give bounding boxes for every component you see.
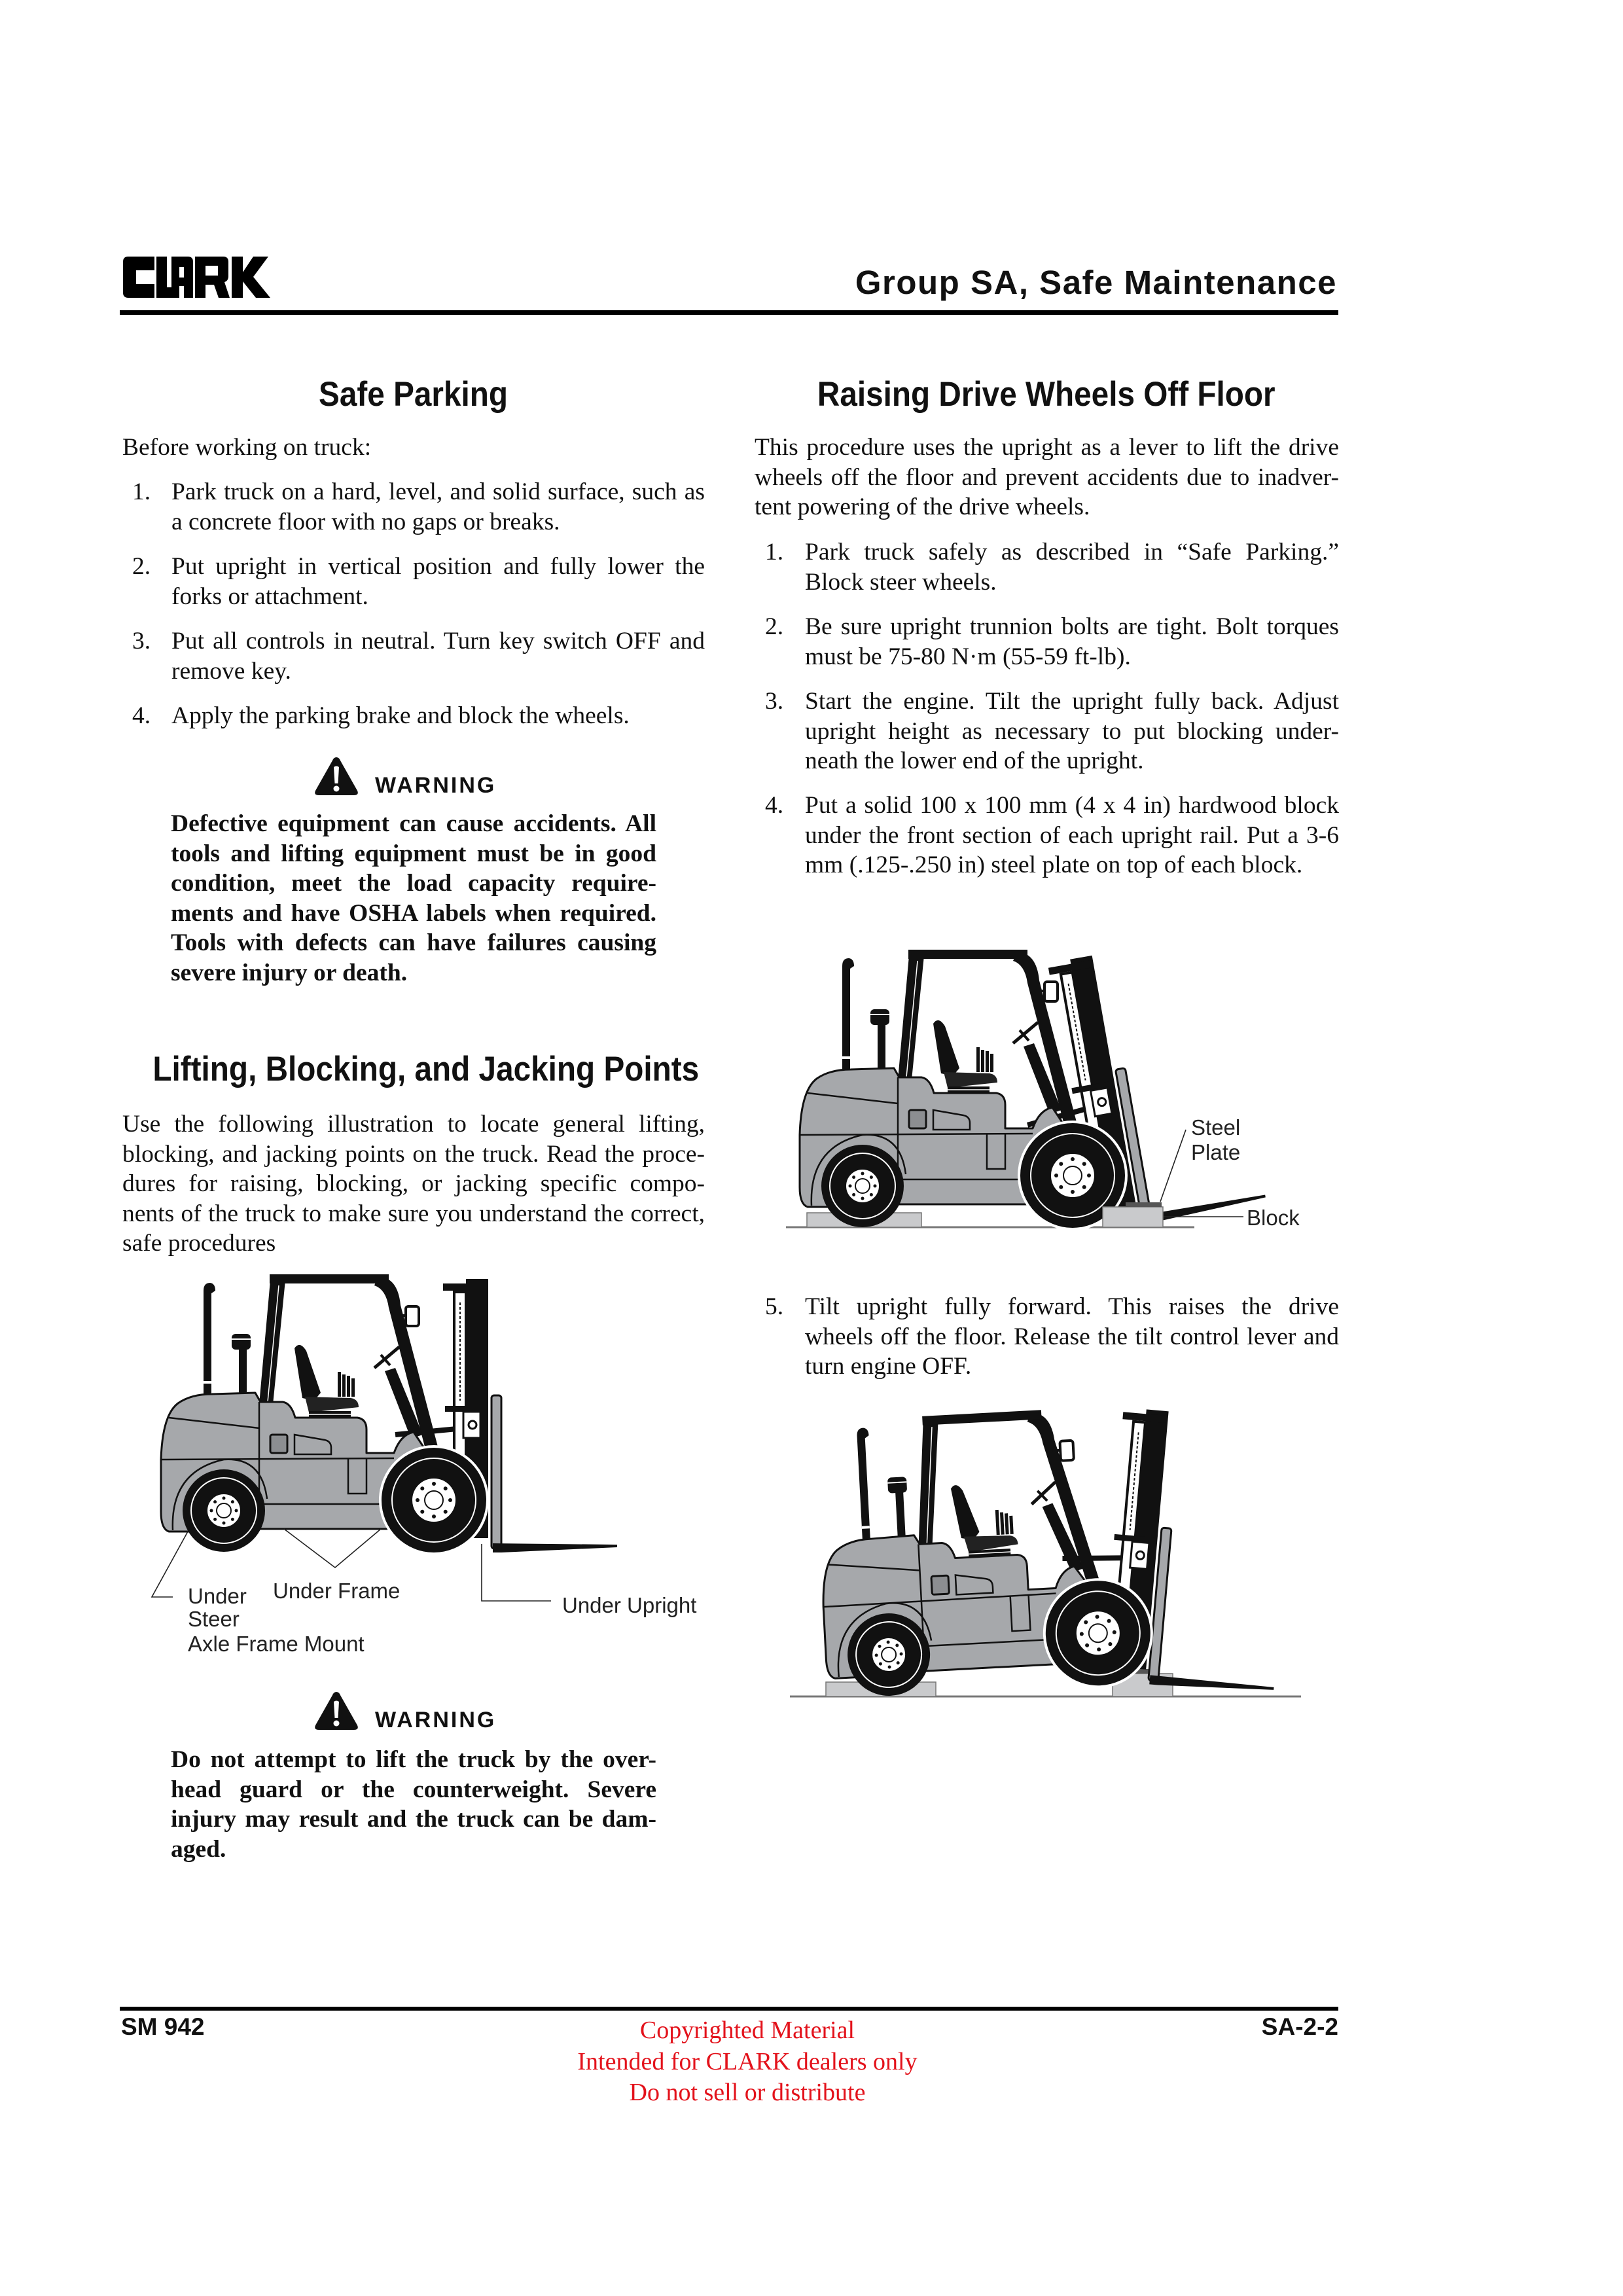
label-plate: Plate: [1191, 1140, 1241, 1164]
text-line: Park truck safely as described in “Safe Parking.”: [805, 539, 1339, 565]
warning-icon: [314, 1691, 359, 1731]
text-line: ments and have OSHA labels when required.: [171, 899, 656, 927]
text-line: head guard or the counterweight. Severe: [171, 1776, 656, 1803]
item-number: 3.: [132, 628, 151, 655]
text-line: Park truck on a hard, level, and solid surface, such as: [171, 478, 705, 505]
copyright-notice: [551, 2015, 944, 2109]
text-line: injury may result and the truck can be dam-: [171, 1806, 656, 1833]
text-line: severe injury or death.: [171, 959, 408, 986]
notice-line: Copyrighted Material: [639, 2017, 855, 2044]
leader-under-steer: [152, 1532, 188, 1597]
label-under: Under: [188, 1584, 247, 1608]
page-number: SA-2-2: [1261, 2013, 1338, 2040]
forklift-illustration: [772, 929, 1309, 1230]
label-steer: Steer: [188, 1607, 240, 1631]
text-line: Tools with defects can have failures causing: [171, 929, 656, 956]
text-line: Be sure upright trunnion bolts are tight. Bolt torques: [805, 613, 1339, 640]
item-number: 3.: [765, 688, 784, 715]
list-item: [755, 687, 1339, 776]
text-line: tent powering of the drive wheels.: [755, 493, 1090, 520]
text-line: Put upright in vertical position and fully lower the: [171, 553, 705, 580]
text-line: mm (.125-.250 in) steel plate on top of each block.: [805, 852, 1303, 878]
list-item: [755, 612, 1339, 672]
raising-intro: [755, 433, 1339, 522]
text-line: Block steer wheels.: [805, 568, 997, 596]
list-item: [122, 552, 705, 611]
item-number: 2.: [765, 613, 784, 640]
forklift-illustration: [772, 1407, 1309, 1715]
heading-text: Safe Parking: [319, 375, 508, 414]
text-line: Start the engine. Tilt the upright fully back. Adjust: [805, 688, 1339, 715]
text-line: nents of the truck to make sure you understand the correct,: [122, 1200, 705, 1227]
hardwood-block: [1103, 1207, 1163, 1227]
label-under-frame: Under Frame: [273, 1579, 401, 1603]
list-item: [122, 477, 705, 537]
text-line: under the front section of each upright rail. Put a 3-6: [805, 821, 1339, 849]
item-number: 1.: [765, 539, 784, 565]
text-line: condition, meet the load capacity require-: [171, 870, 656, 897]
notice-line: Do not sell or distribute: [629, 2079, 866, 2106]
item-number: 2.: [132, 553, 151, 580]
header-rule: [120, 310, 1338, 315]
item-number: 4.: [765, 792, 784, 819]
text-line: Tilt upright fully forward. This raises the drive: [805, 1293, 1339, 1320]
text-line: dures for raising, blocking, or jacking specific compo-: [122, 1170, 705, 1197]
warning-icon: [314, 756, 359, 797]
text-line: Defective equipment can cause accidents. All: [171, 810, 656, 837]
text-line: must be 75-80 N·m (55-59 ft-lb).: [805, 643, 1131, 670]
list-item: [755, 537, 1339, 597]
text-line: This procedure uses the upright as a lever to lift the drive: [755, 434, 1339, 461]
list-item: [755, 1292, 1339, 1382]
forklift-body-raised: [813, 1405, 1156, 1702]
text-line: remove key.: [171, 657, 291, 685]
label-block: Block: [1247, 1206, 1300, 1230]
text-line: wheels off the floor and prevent accidents due to inadver-: [755, 463, 1339, 491]
steel-plate: [1126, 1202, 1162, 1207]
text-line: turn engine OFF.: [805, 1353, 972, 1380]
text-line: a concrete floor with no gaps or breaks.: [171, 508, 560, 535]
warning-label: WARNING: [375, 773, 497, 798]
label-axle-frame-mount: Axle Frame Mount: [188, 1632, 365, 1656]
label-steel: Steel: [1191, 1115, 1241, 1139]
section-heading-lifting-points: [122, 1050, 705, 1089]
safe-parking-intro: [122, 433, 705, 463]
warning-text: [171, 1745, 656, 1864]
list-item: [122, 701, 705, 731]
item-number: 4.: [132, 702, 151, 729]
list-item: [755, 791, 1339, 880]
page-title: Group SA, Safe Maintenance: [855, 264, 1337, 301]
text-line: Put all controls in neutral. Turn key switch OFF and: [171, 628, 705, 655]
heading-text: Raising Drive Wheels Off Floor: [817, 375, 1275, 414]
forklift-body: [161, 1274, 489, 1555]
text-line: upright height as necessary to put blocking under-: [805, 717, 1339, 745]
warning-label: WARNING: [375, 1708, 497, 1732]
text-line: aged.: [171, 1835, 226, 1863]
section-heading-safe-parking: [122, 375, 705, 414]
leader-under-upright: [482, 1544, 551, 1601]
text-line: Do not attempt to lift the truck by the over-: [171, 1746, 656, 1773]
text-line: neath the lower end of the upright.: [805, 747, 1144, 774]
text-line: Use the following illustration to locate general lifting,: [122, 1111, 705, 1138]
figure-blocking-upright: [772, 929, 1309, 1230]
text-line: Apply the parking brake and block the wheels.: [171, 702, 630, 729]
list-item: [122, 626, 705, 686]
document-number: SM 942: [121, 2013, 205, 2040]
heading-text: Lifting, Blocking, and Jacking Points: [152, 1050, 700, 1088]
item-number: 1.: [132, 478, 151, 505]
figure-drive-wheels-raised: [772, 1407, 1309, 1715]
text-line: safe procedures: [122, 1230, 276, 1257]
leader-under-frame: [284, 1529, 381, 1568]
text-line: blocking, and jacking points on the truck. Read the proce-: [122, 1140, 705, 1168]
leader-steel-plate: [1160, 1130, 1186, 1202]
text-line: forks or attachment.: [171, 583, 368, 610]
label-under-upright: Under Upright: [562, 1593, 697, 1617]
warning-text: [171, 809, 656, 988]
text-line: tools and lifting equipment must be in good: [171, 840, 656, 867]
item-number: 5.: [765, 1293, 784, 1320]
text-line: wheels off the floor. Release the tilt control lever and: [805, 1323, 1339, 1350]
footer-rule: [120, 2007, 1338, 2011]
text-line: Put a solid 100 x 100 mm (4 x 4 in) hardwood block: [805, 792, 1339, 819]
text-line: Before working on truck:: [122, 434, 372, 461]
notice-line: Intended for CLARK dealers only: [577, 2047, 918, 2075]
lifting-points-paragraph: [122, 1109, 705, 1259]
clark-logo: [123, 257, 270, 298]
figure-lifting-points: [131, 1263, 720, 1669]
section-heading-raising-drive-wheels: [755, 375, 1338, 414]
